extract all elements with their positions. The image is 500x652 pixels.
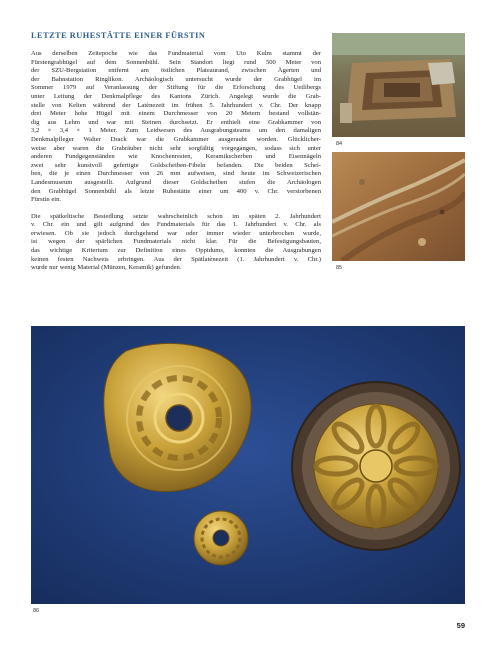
text-line: ben, die je einen Durchmesser von 26 mm aufweisen, sind heute im Schweizerischen [31, 170, 321, 178]
text-line: zwei sehr kunstvoll gefertigte Goldscheiben-Fibeln befanden. Die beiden Schei- [31, 161, 321, 169]
paragraph-1 [31, 50, 321, 205]
text-line: ist wegen der spärlichen Fundmaterials nicht klar. Für die Befestigungsbauten, [31, 238, 321, 246]
photo-soil-profile [332, 152, 465, 261]
text-line: wurde nur wenig Material (Münzen, Keramik) gefunden. [31, 264, 182, 272]
text-line: stelle von Kelten während der Latènezeit im frühen 5. Jahrhundert v. Chr. Der knapp [31, 101, 321, 109]
gold-disc-small [194, 511, 248, 565]
paragraph-2 [31, 213, 321, 273]
gold-disc-right [292, 382, 460, 550]
text-line: der Bahnstation Ringlikon. Archäologisch untersucht wurde der Grabhügel im [31, 75, 321, 83]
text-line: weise aber waren die Grabräuber nicht sehr sorgfältig vorgegangen, sodass sich unter [31, 144, 321, 152]
figure-84-caption: 84 [336, 141, 343, 147]
text-line: Fürstin ein. [31, 196, 62, 204]
figure-86-caption: 86 [33, 608, 40, 614]
photo-excavation-site [332, 33, 465, 137]
page-number: 59 [456, 621, 465, 630]
text-line: das wichtige Kriterium zur Definition eines Oppidums, konnten die Ausgrabungen [31, 247, 321, 255]
text-line: Denkmalpfleger Walter Drack war die Grabkammer ausgeraubt worden. Glücklicher- [31, 135, 321, 143]
text-line: drei Meter hohe Hügel mit einem Durchmesser von 20 Metern bestand vollstän- [31, 110, 321, 118]
text-line: keinen festen Nachweis erbringen. Aus der Spätlatènezeit (1. Jahrhundert v. Chr.) [31, 255, 321, 263]
text-line: dig aus Lehm und war mit Steinen durchsetzt. Er enthielt eine Grabkammer von [31, 118, 321, 126]
text-line: 3,2 × 3,4 × 1 Meter. Zum Leidwesen des Ausgrabungsteams um den damaligen [31, 127, 321, 135]
body-text [31, 50, 321, 281]
text-line: Fürstengrabhügel auf dem Sonnenbühl. Sein Standort liegt rund 500 Meter von [31, 58, 321, 66]
text-line: erwiesen. Ob sie jedoch durchgehend war oder immer wieder unterbrochen wurde, [31, 229, 321, 237]
text-line: den Grabhügel Sonnenbühl als letzte Ruhestätte einer um 400 v. Chr. verstorbenen [31, 187, 321, 195]
photo-gold-disc-fibulae [31, 326, 465, 604]
text-line: v. Chr. ein und gilt aufgrund des Fundmaterials für das 1. Jahrhundert v. Chr. als [31, 221, 321, 229]
text-line: der SZU-Bergstation entfernt am östlichen Plateaurand, zwischen Ägerten und [31, 67, 321, 75]
text-line: Landesmuseum ausgestellt. Aufgrund dieser Goldscheiben stufen die Archäologen [31, 178, 321, 186]
text-line: Aus derselben Zeitepoche wie das Fundmaterial vom Uto Kulm stammt der [31, 50, 321, 57]
text-line: Sommer 1979 auf Veranlassung der Stiftung für die Erforschung des Uetlibergs [31, 84, 321, 92]
figure-85-caption: 85 [336, 265, 343, 271]
text-line: unter Leitung der Denkmalpflege des Kantons Zürich. Angelegt wurde die Grab- [31, 92, 321, 100]
text-line: anderen Fundgegenständen wie Knochenresten, Keramikscherben und Eisennägeln [31, 153, 321, 161]
text-line: Die spätkeltische Besiedlung setzte wahrscheinlich schon im späten 2. Jahrhundert [31, 212, 321, 220]
section-heading: LETZTE RUHESTÄTTE EINER FÜRSTIN [31, 31, 206, 40]
